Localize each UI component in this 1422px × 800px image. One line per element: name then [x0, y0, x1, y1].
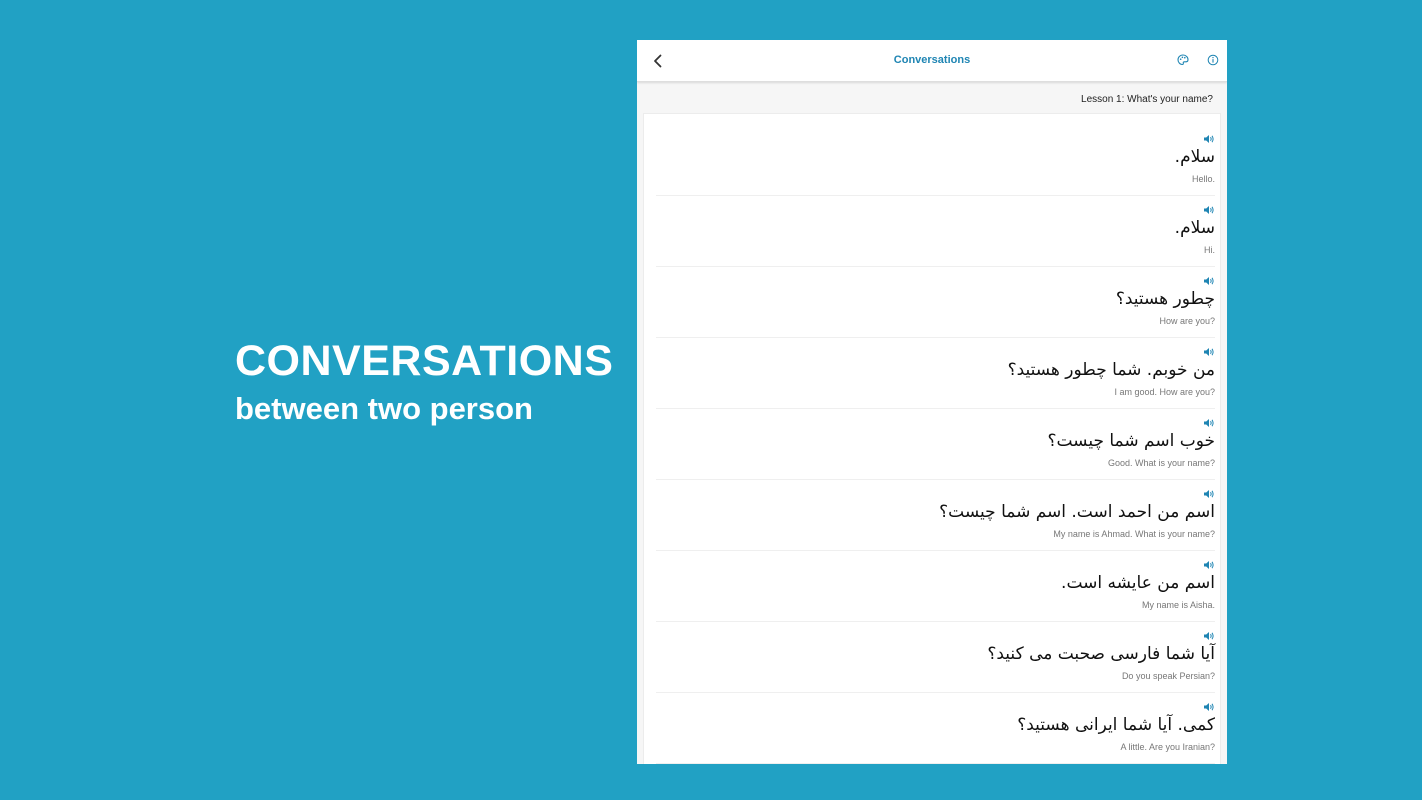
phrase-native-text: کمی. آیا شما ایرانی هستید؟ — [1017, 715, 1215, 735]
phrase-translation: How are you? — [1159, 316, 1215, 326]
phrase-native-text: اسم من احمد است. اسم شما چیست؟ — [939, 502, 1215, 522]
phrase-item[interactable] — [656, 622, 1215, 693]
promo-title: CONVERSATIONS — [235, 337, 614, 385]
speaker-icon[interactable] — [1203, 702, 1215, 712]
phrase-translation: Do you speak Persian? — [1121, 671, 1215, 681]
phrase-item[interactable] — [656, 480, 1215, 551]
phrase-list-card — [643, 113, 1221, 764]
speaker-icon[interactable] — [1203, 560, 1215, 570]
phrase-item[interactable] — [656, 125, 1215, 196]
phrase-native-text: اسم من عایشه است. — [1061, 573, 1215, 593]
phrase-translation: Hi. — [1204, 245, 1215, 255]
phrase-item[interactable] — [656, 267, 1215, 338]
phrase-item[interactable] — [656, 338, 1215, 409]
speaker-icon[interactable] — [1203, 631, 1215, 641]
phrase-native-text: سلام. — [1174, 218, 1215, 238]
palette-icon — [1177, 54, 1189, 66]
phrase-translation: Good. What is your name? — [1107, 458, 1215, 468]
palette-button[interactable] — [1176, 53, 1190, 67]
app-header — [637, 40, 1227, 82]
phrase-translation: My name is Aisha. — [1141, 600, 1215, 610]
info-button[interactable] — [1206, 53, 1220, 67]
phrase-translation: Hello. — [1191, 174, 1215, 184]
phrase-translation: I am good. How are you? — [1114, 387, 1215, 397]
phrase-item[interactable] — [656, 551, 1215, 622]
speaker-icon[interactable] — [1203, 418, 1215, 428]
page-title: Conversations — [893, 54, 971, 66]
phrase-item[interactable] — [656, 196, 1215, 267]
speaker-icon[interactable] — [1203, 489, 1215, 499]
phrase-native-text: سلام. — [1174, 147, 1215, 167]
phrase-item[interactable] — [656, 409, 1215, 480]
phrase-native-text: چطور هستید؟ — [1115, 289, 1215, 309]
lesson-title: Lesson 1: What's your name? — [1081, 94, 1213, 105]
phrase-translation: A little. Are you Iranian? — [1120, 742, 1215, 752]
promo-subtitle: between two person — [235, 391, 533, 426]
app-screen — [637, 40, 1227, 764]
phrase-item[interactable] — [656, 693, 1215, 764]
speaker-icon[interactable] — [1203, 276, 1215, 286]
info-icon — [1207, 54, 1219, 66]
phrase-native-text: آیا شما فارسی صحبت می کنید؟ — [987, 644, 1215, 664]
speaker-icon[interactable] — [1203, 134, 1215, 144]
speaker-icon[interactable] — [1203, 205, 1215, 215]
phrase-native-text: خوب اسم شما چیست؟ — [1047, 431, 1215, 451]
speaker-icon[interactable] — [1203, 347, 1215, 357]
phrase-translation: My name is Ahmad. What is your name? — [1053, 529, 1215, 539]
promo-text — [235, 336, 613, 429]
phrase-native-text: من خوبم. شما چطور هستید؟ — [1007, 360, 1215, 380]
phrase-list — [656, 125, 1215, 764]
